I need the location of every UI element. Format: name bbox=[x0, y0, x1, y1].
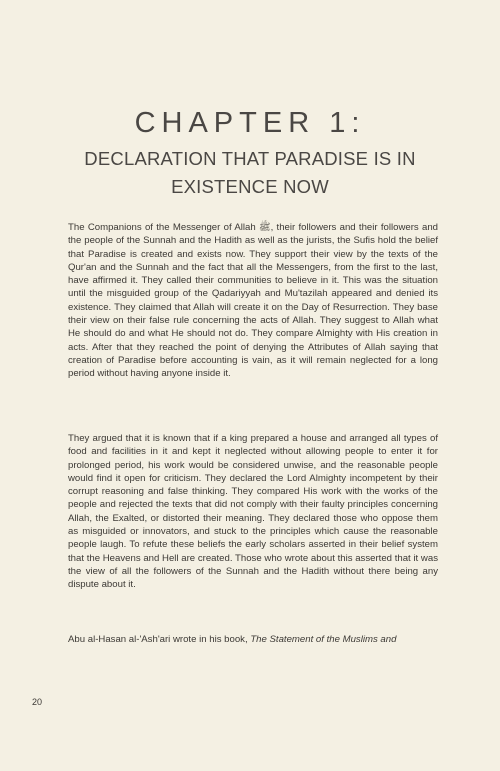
paragraph-1: The Companions of the Messenger of Allah ﷺ, their followers and their followers and the people of the Sunnah and the Hadith as well as the jurists, the Sufis hold the belief that Paradise is created and exists now. They support their view by the texts of the Qur'an and the Sunnah and the fact that all the Messengers, from the first to the last, have affirmed it. They called their communities to believe in it. This was the situation until the misguided group of the Qadariyyah and Mu'tazilah appeared and denied its existence. They claimed that Allah will create it on the Day of Resurrection. They base their view on their false rule concerning the acts of Allah. They suggest to Allah what He should do and what He should not do. They compare Almighty with His creation in acts. After that they reached the point of denying the Attributes of Allah saying that creation of Paradise before accounting is vain, as it will remain neglected for a long period without having anyone inside it. bbox=[68, 222, 438, 380]
paragraph-3-lead: Abu al-Hasan al-'Ash'ari wrote in his book, bbox=[68, 634, 251, 645]
paragraph-2: They argued that it is known that if a king prepared a house and arranged all types of food and facilities in it and kept it neglected without allowing people to enter it for prolonged period, his work would be considered unwise, and the reasonable people would find it open for criticism. They declared the Lord Almighty incompetent by their corrupt reasoning and false thinking. They compared His work with the works of the people and rejected the texts that did not comply with their faulty principles concerning Allah, the Exalted, or distorted their meaning. They declared those who oppose them as misguided or innovators, and stuck to the principles which cause the reasonable people laugh. To refute these beliefs the early scholars asserted in their belief system that the Heavens and Hell are created. Those who wrote about this asserted that it was the view of all the followers of the Sunnah and the Hadith without there being any dispute about it. bbox=[68, 433, 438, 591]
chapter-title: DECLARATION THAT PARADISE IS IN EXISTENCE NOW bbox=[84, 148, 416, 197]
chapter-number: CHAPTER 1: bbox=[134, 107, 366, 139]
paragraph-3 bbox=[68, 633, 438, 646]
book-title: The Statement of the Muslims and bbox=[250, 634, 397, 645]
page-number: 20 bbox=[32, 697, 43, 707]
